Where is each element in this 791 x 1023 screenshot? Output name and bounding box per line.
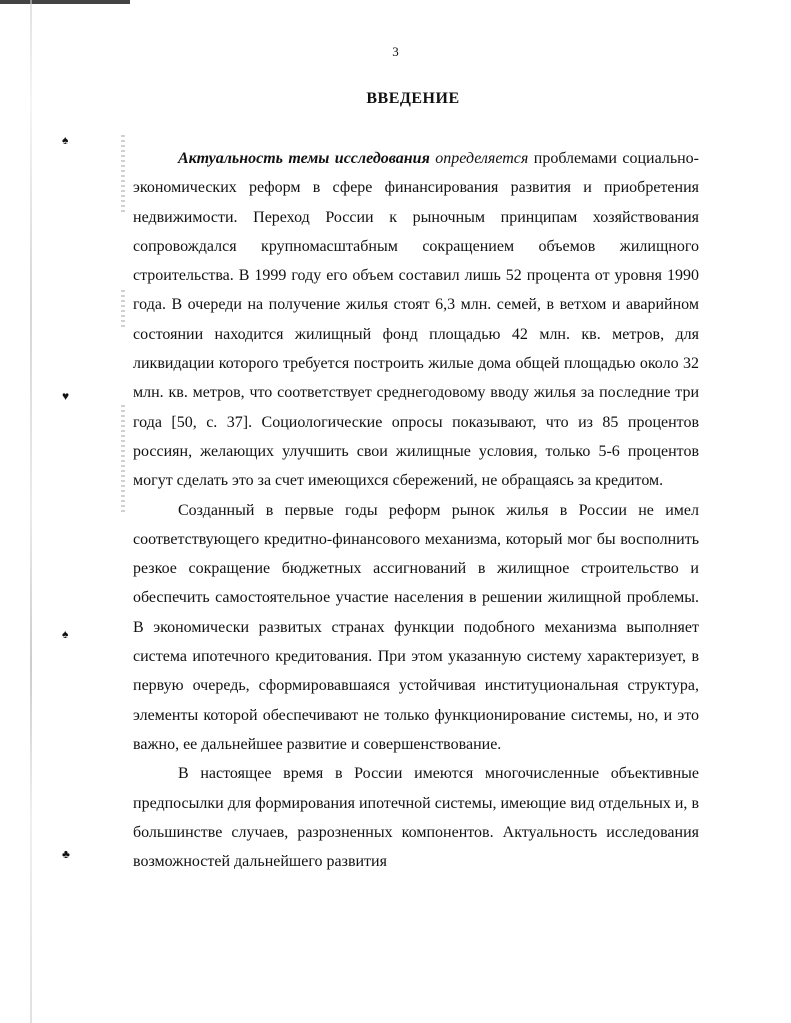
paragraph-text: В настоящее время в России имеются многочисленные объективные предпосылки для формирования ипотечной системы, имеющие вид отдельных и, в большинстве случаев, разрозненных компонентов. Актуальность исследования возможностей дальнейшего развития — [133, 765, 699, 871]
binding-hole-mark: ♠ — [62, 133, 69, 147]
scan-artifact-left-edge — [30, 0, 32, 1023]
paragraph-text: проблемами социально-экономических реформ в сфере финансирования развития и приобретения недвижимости. Переход России к рыночным принципам хозяйствования сопровождался крупномасштабным сокращением объемов жилищного строительства. В 1999 году его объем составил лишь 52 процента от уровня 1990 года. В очереди на получение жилья стоят 6,3 млн. семей, в ветхом и аварийном состоянии находится жилищный фонд площадью 42 млн. кв. метров, для ликвидации которого требуется построить жилые дома общей площадью около 32 млн. кв. метров, что соответствует среднегодовому вводу жилья за последние три года [50, с. 37]. Социологические опросы показывают, что из 85 процентов россиян, желающих улучшить свои жилищные условия, только 5-6 процентов могут сделать это за счет имеющихся сбережений, не обращаясь за кредитом. — [133, 150, 700, 490]
paragraph-lead-bold: Актуальность темы исследования — [178, 150, 430, 167]
scan-speckle — [121, 290, 125, 330]
paragraph — [133, 496, 699, 760]
page-number: 3 — [392, 44, 399, 59]
paragraph — [133, 759, 699, 876]
document-body — [133, 144, 699, 876]
binding-hole-mark: ♣ — [62, 847, 70, 861]
scan-speckle — [121, 135, 125, 215]
scan-speckle — [121, 405, 125, 515]
paragraph-text: Созданный в первые годы реформ рынок жилья в России не имел соответствующего кредитно-финансового механизма, который мог бы восполнить резкое сокращение бюджетных ассигнований в жилищное строительство и обеспечить самостоятельное участие населения в решении жилищной проблемы. В экономически развитых странах функции подобного механизма выполняет система ипотечного кредитования. При этом указанную систему характеризует, в первую очередь, сформировавшаяся устойчивая институциональная структура, элементы которой обеспечивают не только функционирование системы, но, и это важно, ее дальнейшее развитие и совершенствование. — [133, 501, 699, 753]
scan-artifact-top — [0, 0, 130, 4]
binding-hole-mark: ♥ — [62, 389, 70, 403]
binding-hole-mark: ♠ — [62, 627, 69, 641]
paragraph-lead-italic: определяется — [429, 150, 529, 167]
section-heading: ВВЕДЕНИЕ — [366, 90, 460, 107]
paragraph — [133, 144, 699, 496]
